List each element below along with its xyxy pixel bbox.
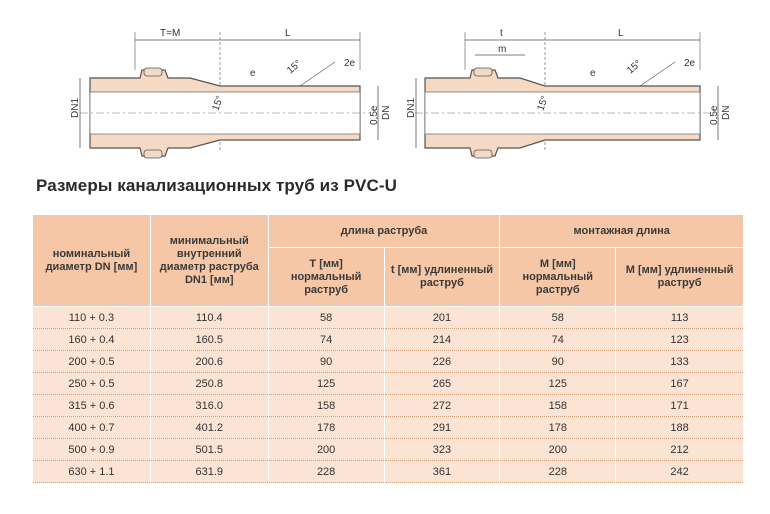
page-title: Размеры канализационных труб из PVC-U xyxy=(36,176,397,195)
table-cell: 228 xyxy=(500,461,616,483)
table-row xyxy=(33,417,744,439)
label-e: e xyxy=(590,68,596,79)
table-cell: 133 xyxy=(616,351,744,373)
seal-ring-bottom xyxy=(144,150,162,158)
label-dn: DN xyxy=(721,105,732,120)
table-cell: 323 xyxy=(384,439,500,461)
table-cell: 630 + 1.1 xyxy=(33,461,151,483)
label-15-deg-a: 15° xyxy=(285,58,304,77)
table-cell: 110.4 xyxy=(150,307,268,329)
table-cell: 315 + 0.6 xyxy=(33,395,151,417)
table-cell: 201 xyxy=(384,307,500,329)
table-cell: 74 xyxy=(268,329,384,351)
table-cell: 631.9 xyxy=(150,461,268,483)
table-cell: 160 + 0.4 xyxy=(33,329,151,351)
table-cell: 167 xyxy=(616,373,744,395)
seal-ring-bottom xyxy=(474,150,492,158)
table-cell: 214 xyxy=(384,329,500,351)
table-cell: 316.0 xyxy=(150,395,268,417)
label-m: m xyxy=(498,44,507,55)
header-min-inner-diameter: минимальный внутренний диаметр раструба DN1 [мм] xyxy=(150,215,268,307)
table-cell: 58 xyxy=(500,307,616,329)
table-cell: 90 xyxy=(268,351,384,373)
table-row xyxy=(33,307,744,329)
table-cell: 400 + 0.7 xyxy=(33,417,151,439)
table-cell: 125 xyxy=(268,373,384,395)
table-cell: 250 + 0.5 xyxy=(33,373,151,395)
table-cell: 501.5 xyxy=(150,439,268,461)
table-cell: 291 xyxy=(384,417,500,439)
label-dn1: DN1 xyxy=(70,97,81,118)
table-cell: 188 xyxy=(616,417,744,439)
table-cell: 123 xyxy=(616,329,744,351)
table-row xyxy=(33,329,744,351)
table-cell: 500 + 0.9 xyxy=(33,439,151,461)
table-cell: 272 xyxy=(384,395,500,417)
header-t-extended: t [мм] удлиненный раструб xyxy=(384,248,500,307)
label-15-deg-a: 15° xyxy=(625,58,644,77)
table-cell: 90 xyxy=(500,351,616,373)
label-dn1: DN1 xyxy=(406,97,417,118)
table-cell: 228 xyxy=(268,461,384,483)
table-cell: 158 xyxy=(268,395,384,417)
label-15-deg-b: 15° xyxy=(535,94,551,113)
header-t-normal: T [мм] нормальный раструб xyxy=(268,248,384,307)
label-2e: 2e xyxy=(344,58,356,69)
table-cell: 200 xyxy=(268,439,384,461)
label-0-5e: 0,5e xyxy=(369,105,380,125)
table-cell: 265 xyxy=(384,373,500,395)
header-socket-length: длина раструба xyxy=(268,215,500,248)
table-cell: 226 xyxy=(384,351,500,373)
label-0-5e: 0,5e xyxy=(709,105,720,125)
table-cell: 200.6 xyxy=(150,351,268,373)
header-m-extended: M [мм] удлиненный раструб xyxy=(616,248,744,307)
table-cell: 125 xyxy=(500,373,616,395)
table-row xyxy=(33,395,744,417)
table-cell: 74 xyxy=(500,329,616,351)
label-l: L xyxy=(285,28,291,39)
label-2e: 2e xyxy=(684,58,696,69)
seal-ring-top xyxy=(474,68,492,76)
table-cell: 158 xyxy=(500,395,616,417)
table-row xyxy=(33,461,744,483)
header-nominal-diameter: номинальный диаметр DN [мм] xyxy=(33,215,151,307)
header-mounting-length: монтажная длина xyxy=(500,215,744,248)
table-cell: 200 + 0.5 xyxy=(33,351,151,373)
seal-ring-top xyxy=(144,68,162,76)
table-cell: 361 xyxy=(384,461,500,483)
table-row xyxy=(33,439,744,461)
label-e: e xyxy=(250,68,256,79)
table-cell: 58 xyxy=(268,307,384,329)
label-t: t xyxy=(500,28,503,39)
table-cell: 171 xyxy=(616,395,744,417)
pipe-diagram-long xyxy=(400,0,730,170)
table-cell: 178 xyxy=(268,417,384,439)
table-cell: 200 xyxy=(500,439,616,461)
label-15-deg-b: 15° xyxy=(210,94,226,113)
label-dn: DN xyxy=(381,105,392,120)
label-t-eq-m: T=M xyxy=(160,28,181,39)
table-cell: 242 xyxy=(616,461,744,483)
table-cell: 110 + 0.3 xyxy=(33,307,151,329)
pipe-diagram-standard xyxy=(60,0,390,170)
header-m-normal: M [мм] нормальный раструб xyxy=(500,248,616,307)
table-row xyxy=(33,373,744,395)
label-l: L xyxy=(618,28,624,39)
table-cell: 178 xyxy=(500,417,616,439)
table-cell: 160.5 xyxy=(150,329,268,351)
table-cell: 250.8 xyxy=(150,373,268,395)
table-cell: 401.2 xyxy=(150,417,268,439)
table-row xyxy=(33,351,744,373)
table-cell: 113 xyxy=(616,307,744,329)
table-cell: 212 xyxy=(616,439,744,461)
pipe-dimensions-table xyxy=(32,214,744,483)
